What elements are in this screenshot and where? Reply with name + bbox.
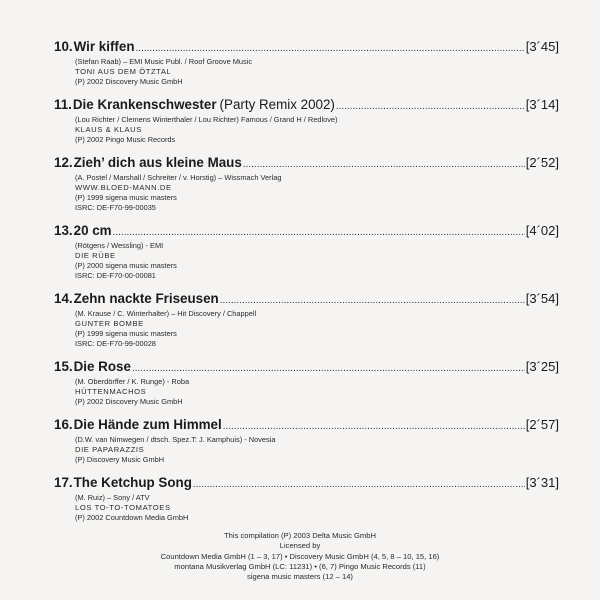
track-title: Zehn nackte Friseusen xyxy=(73,291,219,306)
track-subtitle: (Party Remix 2002) xyxy=(219,97,335,112)
track-title-line xyxy=(54,358,559,377)
track-item xyxy=(54,38,559,87)
track-list xyxy=(54,38,559,532)
track-number: 15. xyxy=(54,359,73,374)
track-details xyxy=(54,435,559,465)
track-title-line xyxy=(54,222,559,241)
track-artist: DIE RÜBE xyxy=(75,251,116,260)
track-copyright: (P) 2000 sigena music masters xyxy=(75,261,177,270)
track-title: Zieh’ dich aus kleine Maus xyxy=(73,155,242,170)
track-duration: [2´57] xyxy=(525,417,559,432)
track-number: 14. xyxy=(54,291,73,306)
license-footer xyxy=(0,531,600,582)
track-isrc: ISRC: DE-F70-99-00035 xyxy=(75,203,156,212)
track-credits: (M. Ruiz) – Sony / ATV xyxy=(75,493,150,502)
track-artist: DIE PAPARAZZIS xyxy=(75,445,145,454)
track-item xyxy=(54,154,559,213)
track-item xyxy=(54,96,559,145)
track-number: 17. xyxy=(54,475,73,490)
dot-leader xyxy=(223,418,525,435)
track-artist: WWW.BLOED-MANN.DE xyxy=(75,183,172,192)
track-item xyxy=(54,222,559,281)
track-details xyxy=(54,115,559,145)
track-title-line xyxy=(54,96,559,115)
dot-leader xyxy=(113,224,525,241)
track-artist: LOS TO-TO-TOMATOES xyxy=(75,503,171,512)
track-artist: HÜTTENMACHOS xyxy=(75,387,147,396)
track-item xyxy=(54,358,559,407)
track-copyright: (P) 2002 Discovery Music GmbH xyxy=(75,397,183,406)
track-artist: GUNTER BOMBE xyxy=(75,319,144,328)
track-title-line xyxy=(54,290,559,309)
track-title-line xyxy=(54,416,559,435)
dot-leader xyxy=(243,156,525,173)
track-title: Die Krankenschwester xyxy=(72,97,217,112)
track-number: 16. xyxy=(54,417,73,432)
track-number: 10. xyxy=(54,39,73,54)
dot-leader xyxy=(193,476,525,493)
track-copyright: (P) 1999 sigena music masters xyxy=(75,193,177,202)
track-title: Die Rose xyxy=(73,359,131,374)
licensor-line: montana Musikverlag GmbH (LC: 11231) • (6, 7) Pingo Music Records (11) xyxy=(174,561,426,571)
dot-leader xyxy=(132,360,525,377)
track-title-line xyxy=(54,38,559,57)
track-duration: [3´45] xyxy=(525,39,559,54)
track-title-line xyxy=(54,154,559,173)
track-credits: (A. Postel / Marshall / Schreiter / v. Horstig) – Wissmach Verlag xyxy=(75,173,282,182)
track-duration: [3´54] xyxy=(525,291,559,306)
track-credits: (Stefan Raab) – EMI Music Publ. / Roof Groove Music xyxy=(75,57,253,66)
track-copyright: (P) 2002 Discovery Music GmbH xyxy=(75,77,183,86)
track-duration: [3´14] xyxy=(525,97,559,112)
track-details xyxy=(54,309,559,349)
track-credits: (M. Oberdörffer / K. Runge) - Roba xyxy=(75,377,190,386)
track-copyright: (P) 2002 Pingo Music Records xyxy=(75,135,176,144)
dot-leader xyxy=(136,40,525,57)
track-duration: [4´02] xyxy=(525,223,559,238)
track-item xyxy=(54,474,559,523)
track-duration: [3´31] xyxy=(525,475,559,490)
track-title: The Ketchup Song xyxy=(73,475,192,490)
track-number: 12. xyxy=(54,155,73,170)
track-number: 13. xyxy=(54,223,73,238)
track-artist: KLAUS & KLAUS xyxy=(75,125,142,134)
track-title: Die Hände zum Himmel xyxy=(73,417,222,432)
track-copyright: (P) Discovery Music GmbH xyxy=(75,455,165,464)
licensor-line: Countdown Media GmbH (1 – 3, 17) • Discovery Music GmbH (4, 5, 8 – 10, 15, 16) xyxy=(160,551,440,561)
track-title: Wir kiffen xyxy=(73,39,135,54)
track-artist: TONI AUS DEM ÖTZTAL xyxy=(75,67,172,76)
track-credits: (D.W. van Nimwegen / dtsch. Spez.T: J. Kamphuis) - Novesia xyxy=(75,435,276,444)
licensor-line: sigena music masters (12 – 14) xyxy=(247,572,353,582)
track-credits: (M. Krause / C. Winterhalter) – Hit Discovery / Chappell xyxy=(75,309,257,318)
track-details xyxy=(54,241,559,281)
track-title-line xyxy=(54,474,559,493)
track-details xyxy=(54,493,559,523)
compilation-copyright: This compilation (P) 2003 Delta Music GmbH xyxy=(224,531,376,540)
dot-leader xyxy=(220,292,525,309)
track-copyright: (P) 1999 sigena music masters xyxy=(75,329,177,338)
track-isrc: ISRC: DE-F70-99-00028 xyxy=(75,339,156,348)
dot-leader xyxy=(336,98,525,115)
track-copyright: (P) 2002 Countdown Media GmbH xyxy=(75,513,189,522)
track-credits: (Lou Richter / Clemens Winterthaler / Lou Richter) Famous / Grand H / Redlove) xyxy=(75,115,338,124)
track-duration: [2´52] xyxy=(525,155,559,170)
track-duration: [3´25] xyxy=(525,359,559,374)
track-number: 11. xyxy=(54,97,72,112)
track-details xyxy=(54,57,559,87)
licensed-by-label: Licensed by xyxy=(279,541,321,551)
track-item xyxy=(54,290,559,349)
track-title: 20 cm xyxy=(73,223,112,238)
track-details xyxy=(54,377,559,407)
track-isrc: ISRC: DE-F70-00-00081 xyxy=(75,271,156,280)
track-credits: (Rötgens / Wessling) - EMI xyxy=(75,241,164,250)
track-item xyxy=(54,416,559,465)
track-details xyxy=(54,173,559,213)
